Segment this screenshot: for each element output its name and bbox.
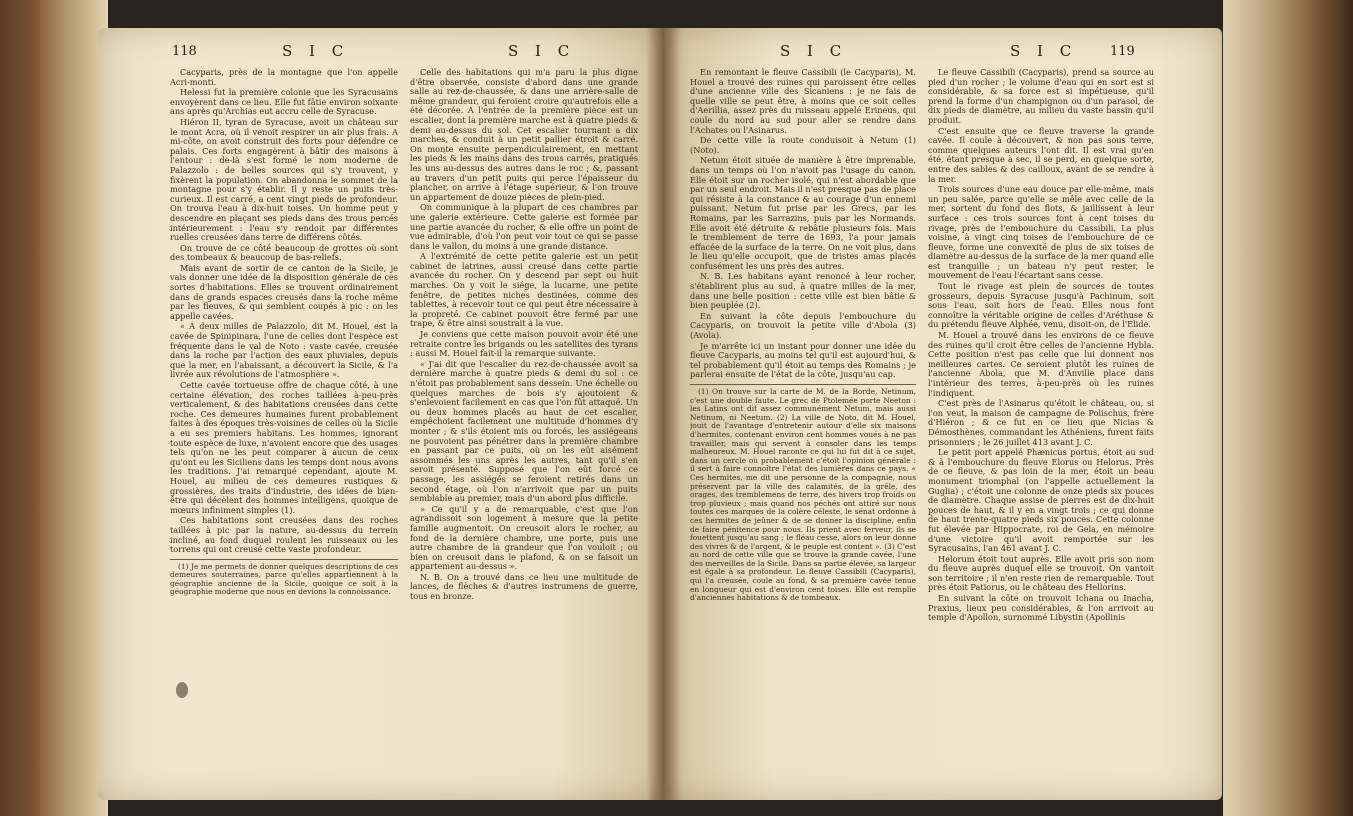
paragraph: Mais avant de sortir de ce canton de la Sicile, je vais donner une idée de la disposition générale de ces sortes d'habitations. Elles se trouvent ordinairement dans de grands espaces creusés dans la roche même par les fleuves, & qui semblent coupés à pic : on les appelle cavées. [170,262,398,321]
paragraph: M. Houel a trouvé dans les environs de ce fleuve des ruines qu'il croit être celles de l'ancienne Hybla. Cette position n'est pas celle que lui donnent nos meilleures cartes. Ce seroient plutôt les ruines de l'ancienne Abola, que M. d'Anville place dans l'intérieur des terres, à-peu-près où les ruines l'indiquent. [928,330,1154,398]
right-page-number: 119 [1110,44,1135,59]
paragraph: Helorum étoit tout auprès. Elle avoit pris son nom du fleuve auprès duquel elle se trouvoit. On vantoit son territoire ; il n'en reste rien de remarquable. Tout près étoit Patiorus, ou le château des Hellorins. [928,553,1154,593]
paragraph: Celle des habitations qui m'a paru la plus digne d'être observée, consiste d'abord dans une grande salle au rez-de-chaussée, & dans une arrière-salle de même grandeur, qui feroient croire qu'autrefois elle a été décorée. A l'entrée de la première pièce est un escalier, dont la première marche est à quatre pieds & demi au-dessus du sol. Cet escalier tournant a dix marches, & conduit à un petit pallier étroit & carré. On monte ensuite perpendiculairement, en mettant les pieds & les mains dans des trous carrés, pratiqués les uns au-dessus des autres dans le roc ; &, passant au travers d'un petit puits qui perce l'épaisseur du plancher, on arrive à l'étage supérieur, & l'on trouve un appartement de douze pièces de plein-pied. [410,68,638,202]
right-running-head: S I C [780,42,848,60]
left-running-head-col2: S I C [508,42,576,60]
paragraph: « A deux milles de Palazzolo, dit M. Houel, est la cavée de Spinipinara, l'une de celles dont l'espèce est fréquente dans le val de Noto : vaste cavée, creusée dans la roche par l'action des eaux pluviales, depuis que la mer, en l'abaissant, a découvert la Sicile, & l'a livrée aux révolutions de l'atmosphère ». [170,321,398,380]
paragraph: Je conviens que cette maison pouvoit avoir été une retraite contre les brigands ou les satellites des tyrans : aussi M. Houel fait-il la remarque suivante. [410,329,638,359]
paragraph: Je m'arrête ici un instant pour donner une idée du fleuve Cacyparis, au moins tel qu'il est aujourd'hui, & tel probablement qu'il étoit au temps des Romains ; je parlerai ensuite de l'état de la côte, jusqu'au cap. [690,340,916,380]
paragraph: « J'ai dit que l'escalier du rez-de-chaussée avoit sa dernière marche à quatre pieds & demi du sol : ce n'étoit pas probablement sans dessein. Une échelle ou quelques marches de bois s'y ajoutoient & s'enlevoient facilement en cas que l'on fût attaqué. Un ou deux hommes placés au haut de cet escalier, empêchoient facilement une multitude d'hommes d'y monter ; & s'ils étoient mis ou forcés, les assiégeans ne pouvoient pas pénétrer dans la première chambre en passant par ce puits, où on les eût aisément assommés les uns après les autres, tant qu'il s'en seroit présenté. Supposé que l'on eût forcé ce passage, les assiégés se feroient retirés dans un second étage, où l'on n'arrivoit que par un puits semblable au premier, mais d'un abord plus difficile. [410,358,638,504]
paragraph: Cacyparis, près de la montagne que l'on appelle Acri-monti. [170,68,398,87]
paragraph: De cette ville la route conduisoit à Netum (1) (Noto). [690,135,916,155]
left-running-head: S I C [282,42,350,60]
footnote-text: (1) Je me permets de donner quelques descriptions de ces demeures souterraines, parce qu'elles appartiennent à la géographie ancienne de la Sicile, quoique ce soit à la géographie moderne que nous en devions la connoissance. [170,561,398,597]
right-column-1 [690,68,916,784]
paragraph: On communique à la plupart de ces chambres par une galerie extérieure. Cette galerie est formée par une partie avancée du rocher, & elle offre un point de vue admirable, d'où l'on peut voir tout ce qui se passe dans le vallon, du moins à une grande distance. [410,202,638,251]
paragraph: Hiéron II, tyran de Syracuse, avoit un château sur le mont Acra, où il venoit respirer un air plus frais. A mi-côte, on avoit construit des forts pour défendre ce palais. Ces forts engagèrent à bâtir des maisons à l'entour : de-là s'est formé le nom moderne de Palazzolo : de belles sources qui s'y trouvent, y fixèrent la population. On abandonna le sommet de la montagne pour s'y établir. Il y reste un puits très-curieux. Il est carré, a cent vingt pieds de profondeur. On trouva l'eau à dix-huit toises. Un homme peut y descendre en plaçant ses pieds dans des trous percés intérieurement : l'eau s'y rendoit par différentes ruelles creusées dans terre de différens côtés. [170,116,398,243]
paragraph: Helessi fut la première colonie que les Syracusains envoyèrent dans ce lieu. Elle fut fâtie environ soixante ans après qu'Archias eut accru celle de Syracuse. [170,87,398,117]
paragraph: On trouve de ce côté beaucoup de grottes où sont des tombeaux & beaucoup de bas-reliefs. [170,242,398,263]
paragraph: Cette cavée tortueuse offre de chaque côté, à une certaine élévation, des roches taillées à-peu-près verticalement, & des habitations creusées dans cette roche. Ces demeures humaines furent probablement faites à des époques très-voisines de celles où la Sicile a eu ses premiers habitans. Les hommes, ignorant toute espèce de luxe, n'avoient encore que des usages tels qu'on ne les peut comparer à aucun de ceux qu'ont eu les Siciliens dans les temps dont nous avons les traditions. J'ai remarqué cependant, ajoute M. Houel, au milieu de ces demeures rustiques & grossières, des traits d'industrie, des idées de bien-être qui décèlent des hommes intelligens, quoique de mœurs infiniment simples (1). [170,380,398,515]
paragraph: Le petit port appelé Phænicus portus, étoit au sud & à l'embouchure du fleuve Elorus ou Helorus. Près de ce fleuve, & pas loin de la mer, étoit un beau monument triomphal (on l'appelle actuellement la Guglia) ; c'étoit une colonne de onze pieds six pouces de diamètre. Chaque assise de pierres est de dix-huit pouces de haut, & il y en a vingt trois ; ce qui donne de haut trente-quatre pieds six pouces. Cette colonne fut élevée par Hippocrate, roi de Gela, en mémoire d'une victoire qu'il avoit remportée sur les Syracusains, l'an 461 avant J. C. [928,447,1154,554]
footnote [690,384,916,603]
paragraph: En suivant la côte on trouvoit Ichana ou Inacha, Praxius, lieux peu considérables, & l'on arrivoit au temple d'Apollon, surnommé Libystin (Apollinis [928,593,1154,623]
paragraph: Ces habitations sont creusées dans des roches taillées à pic par la nature, au-dessus du terrein incliné, au fond duquel roulent les ruisseaux ou les torrens qui ont creusé cette vaste profondeur. [170,515,398,555]
page-damage-spot [176,682,188,698]
left-page-number: 118 [172,44,197,59]
paragraph: A l'extrémité de cette petite galerie est un petit cabinet de latrines, aussi creusé dans cette partie avancée du rocher. On y descend par sept ou huit marches. On y voit le siége, la lucarne, une petite fenêtre, de petites niches destinées, comme des tablettes, à recevoir tout ce qui peut être nécessaire à la propreté. Ce cabinet pouvoit être fermé par une trape, & être ainsi soustrait à la vue. [410,251,638,329]
left-column-2 [410,68,638,784]
paragraph: Tout le rivage est plein de sources de toutes grosseurs, depuis Syracuse jusqu'à Pachinum, soit sous l'eau, soit hors de l'eau. Elles nous font connoître la véritable origine de celles d'Aréthuse & du prétendu fleuve Alphée, venu, disoit-on, de l'Elide. [928,281,1154,330]
book-gutter [646,28,680,800]
paragraph: Trois sources d'une eau douce par elle-même, mais un peu salée, parce qu'elle se mêle avec celle de la mer, sortent du fond des flots, & jaillissent à leur surface : ces trois sources font à cent toises du rivage, près de l'embouchure du Cassibili. La plus voisine, à vingt cinq toises de l'embouchure de ce fleuve, forme une convexité de plus de six toises de diamètre au-dessus de la surface de la mer quand elle est tranquille ; un bateau n'y peut rester, le mouvement de l'eau l'écartant sans cesse. [928,184,1154,281]
footnote [170,559,398,597]
paragraph: En remontant le fleuve Cassibili (le Cacyparis), M. Houel a trouvé des ruines qui paroissent être celles d'une ancienne ville des Sicaniens : je ne fais de quelle ville se peut être, à moins que ce soit celles d'Aerillia, assez près du ruisseau appelé Erineus, qui coule du nord au sud pour aller se rendre dans l'Achates ou l'Asinarus. [690,68,916,135]
right-book-edge [1223,0,1353,816]
left-book-edge [0,0,108,816]
paragraph: N. B. On a trouvé dans ce lieu une multitude de lances, de flèches & d'autres instrumens de guerre, tous en bronze. [410,571,638,602]
paragraph: En suivant la côte depuis l'embouchure du Cacyparis, on trouvoit la petite ville d'Abola (3) (Avola). [690,310,916,341]
left-column-1 [170,68,398,784]
right-running-head-col2: S I C [1010,42,1078,60]
right-column-2 [928,68,1154,784]
paragraph: Le fleuve Cassibili (Cacyparis), prend sa source au pied d'un rocher ; le volume d'eau qui en sort est si considérable, & sa force est si impétueuse, qu'il prend la forme d'un champignon ou d'un parasol, de dix pieds de diamètre, au milieu du vaste bassin qu'il produit. [928,68,1154,125]
paragraph: C'est près de l'Asinarus qu'étoit le château, ou, si l'on veut, la maison de campagne de Polischus, frère d'Hiéron ; & ce fut en ce lieu que Nicias & Démosthènes, commandant les Athéniens, furent faits prisonniers ; le 26 juillet 413 avant J. C. [928,398,1154,447]
paragraph: C'est ensuite que ce fleuve traverse la grande cavée. Il coule à découvert, & non pas sous terre, comme quelques auteurs l'ont dit. Il est vrai qu'en été, étant presque à sec, il se perd, en quelque sorte, entre des sables & des cailloux, avant de se rendre à la mer. [928,125,1154,184]
footnote-text: (1) On trouve sur la carte de M. de la Borde, Netinum, c'est une double faute. Le grec de Ptolemée porte Neeton : les Latins ont dit assez communément Netum, mais aussi Netinum, ni Neetum. (2) La ville de Noto, dit M. Houel, jouit de l'avantage d'entretenir autour d'elle six maisons d'hermites, contenant environ cent hommes voués à ne pas travailler, mais qui servent à consoler dans les temps malheureux. M. Houel raconte ce qui lui fut dit à ce sujet, dans un cercle où probablement c'étoit l'opinion générale : il sert à faire connoître l'état des lumières dans ce pays. « Ces hermites, me dit une personne de la compagnie, nous préservent par la ville des calamités, de la grêle, des orages, des tremblemens de terre, des hivers trop froids ou trop pluvieux ; mais quand nos péchés ont attiré sur nous toutes ces marques de la colère céleste, le sénat ordonne à ces hermites de jeûner & de se donner la discipline, enfin de faire pénitence pour nous. Ils prient avec ferveur, ils se fouettent jusqu'au sang ; le fléau cesse, alors on leur donne des vivres & de l'argent, & le peuple est content ». (3) C'est au nord de cette ville que se trouve la grande cavée, l'une des merveilles de la Sicile. Dans sa partie élevée, sa largeur est égale à sa profondeur. Le fleuve Cassibili (Cacyparis), qui l'a creusée, coule au fond, & sa première cavée tenue en longueur qui est d'environ cent toises. Elle est remplie d'anciennes habitations & de tombeaux. [690,387,916,603]
paragraph: N. B. Les habitans ayant renoncé à leur rocher, s'établirent plus au sud, à quatre milles de la mer, dans une belle position : cette ville est bien bâtie & bien peuplée (2). [690,271,916,311]
paragraph: » Ce qu'il y a de remarquable, c'est que l'on agrandissoit son logement à mesure que la petite famille augmentoit. On creusoit alors le rocher, au fond de la dernière chambre, une porte, puis une autre chambre de la grandeur que l'on vouloit ; ou bien on creusoit dans le plafond, & on se faisoit un appartement au-dessus ». [410,503,638,572]
paragraph: Netum étoit située de manière à être imprenable, dans un temps où l'on n'avoit pas l'usage du canon. Elle étoit sur un rocher isolé, qui n'est abordable que par un seul endroit. Mais il n'est presque pas de place qui résiste à la constance & au courage d'un ennemi puissant. Netum fut prise par les Grecs, par les Romains, par les Sarrazins, puis par les Normands. Elle avoit été détruite & rebâtie plusieurs fois. Mais le tremblement de terre de 1693, l'a pour jamais effacée de la surface de la terre. On ne voit plus, dans le lieu qu'elle occupoit, que de tristes amas placés confusément les uns près des autres. [690,155,916,271]
